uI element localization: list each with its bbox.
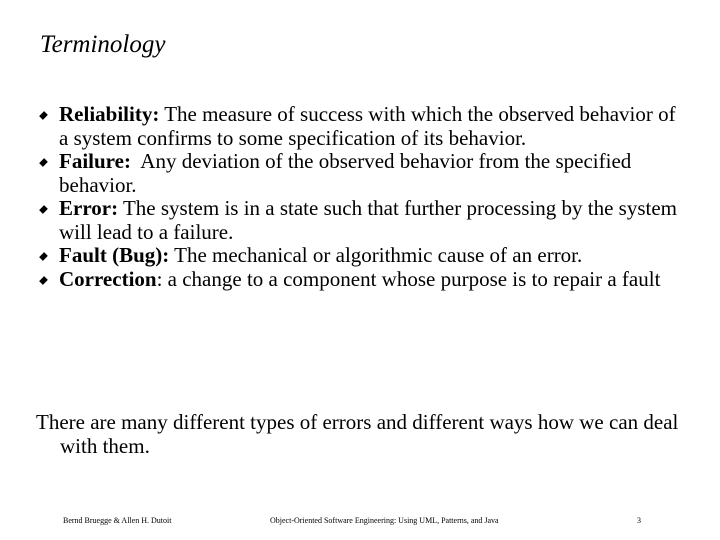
bullet-definition: The measure of success with which the observed behavior of a system confirms to some specification of its behavior. (59, 102, 676, 150)
bullet-fault (38, 244, 678, 268)
bullet-term: Fault (Bug): (59, 243, 170, 267)
footer-page-number: 3 (637, 516, 641, 525)
bullet-definition: The mechanical or algorithmic cause of an error. (169, 243, 583, 267)
diamond-bullet-icon (39, 111, 48, 120)
bullet-definition: : a change to a component whose purpose is to repair a fault (156, 266, 661, 291)
bullet-term: Reliability: (59, 102, 160, 126)
diamond-bullet-icon (39, 158, 48, 167)
bullet-reliability (38, 103, 678, 150)
bullet-definition: The system is in a state such that further processing by the system will lead to a failure. (59, 196, 678, 244)
diamond-bullet-icon (39, 276, 48, 285)
footer-authors: Bernd Bruegge & Allen H. Dutoit (63, 516, 172, 525)
bullet-term: Error: (59, 196, 119, 220)
bullet-failure (38, 150, 678, 197)
bullet-term: Correction (59, 266, 157, 291)
bullet-correction (38, 268, 678, 292)
diamond-bullet-icon (39, 252, 48, 261)
bullet-error (38, 197, 678, 244)
footer-book-title: Object-Oriented Software Engineering: Using UML, Patterns, and Java (270, 516, 499, 525)
closing-note: There are many different types of errors and different ways how we can deal with them. (36, 410, 679, 458)
bullet-definition: Any deviation of the observed behavior from the specified behavior. (59, 149, 637, 197)
bullet-list (38, 103, 678, 291)
diamond-bullet-icon (39, 205, 48, 214)
slide-title: Terminology (40, 31, 166, 58)
bullet-term: Failure: (59, 149, 131, 173)
